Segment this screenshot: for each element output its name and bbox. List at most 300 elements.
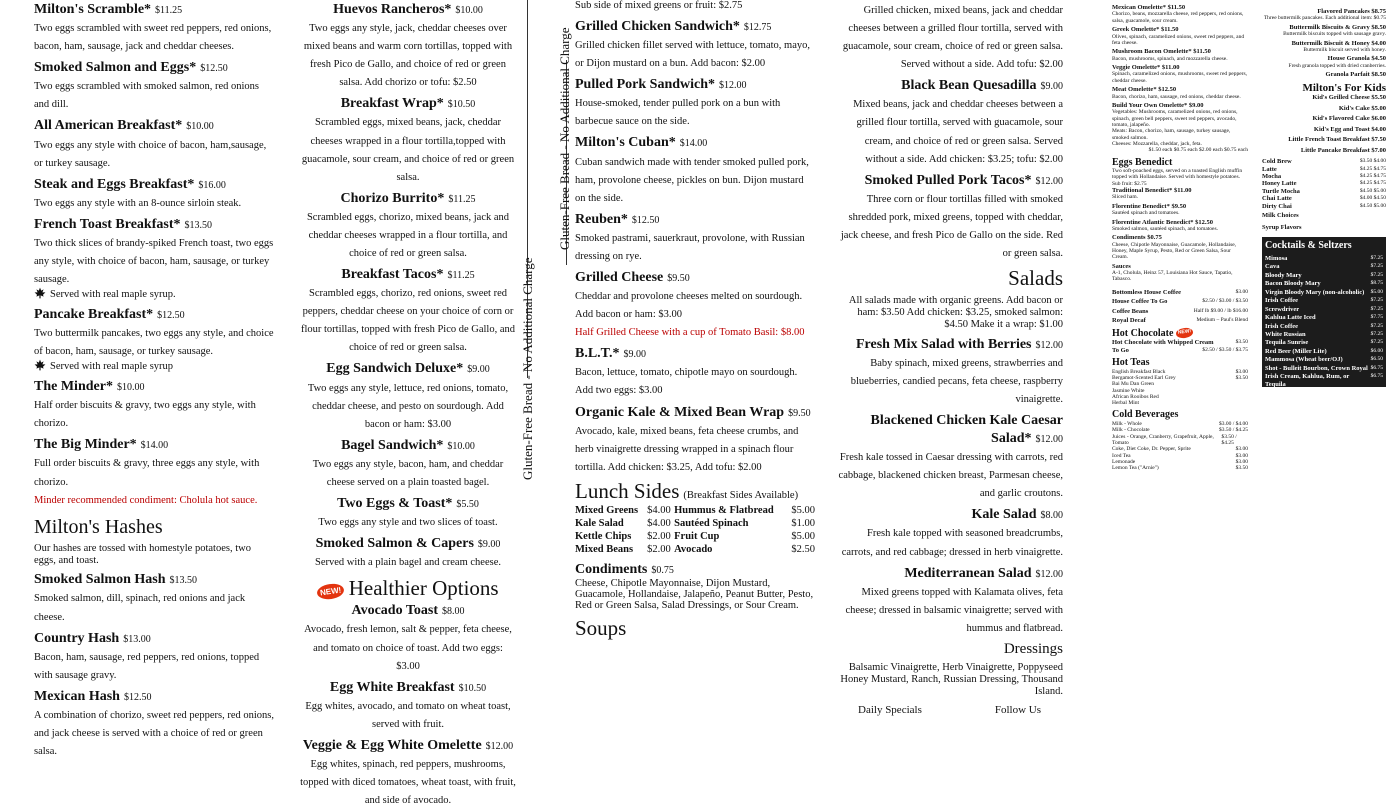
maple-leaf-icon (34, 287, 46, 299)
lunch-sides-sub: (Breakfast Sides Available) (683, 489, 799, 501)
benedict-title: Eggs Benedict (1112, 156, 1173, 168)
kids-item: Little French Toast Breakfast $7.50 (1288, 136, 1386, 144)
cocktail-price: $6.75 (1370, 364, 1383, 371)
tea-name: Bergamot-Scented Earl Grey (1112, 374, 1176, 381)
menu-item (575, 75, 815, 129)
item-name: Blackened Chicken Kale Caesar Salad* (870, 412, 1063, 447)
coffee-row (1262, 203, 1386, 210)
sides-row (575, 517, 815, 530)
side-price: $5.00 (791, 530, 815, 542)
cold-price: $3.50 / $4.25 (1218, 427, 1248, 434)
item-name: Egg White Breakfast (329, 679, 455, 695)
item-price: $12.00 (719, 80, 747, 92)
small-item-name: Buttermilk Biscuit & Honey $4.00 (1291, 39, 1386, 47)
menu-item (34, 175, 274, 211)
side-price: $2.50 (791, 543, 815, 555)
item-price: $9.00 (1040, 81, 1063, 93)
item-desc: Mixed greens topped with Kalamata olives, feta cheese; dressed in balsamic vinaigrette; served with hummus and flatbread. (845, 586, 1063, 634)
hashes-title: Milton's Hashes (34, 515, 163, 538)
drink-price: $3.00 (1235, 288, 1248, 295)
small-item-name: Buttermilk Biscuits & Gravy $8.50 (1289, 23, 1386, 31)
item-name: Egg Sandwich Deluxe* (326, 361, 464, 377)
item-price: $12.75 (743, 22, 772, 33)
cond-title-2: Condiments $0.75 (1112, 234, 1162, 242)
small-item-desc: Bacon, mushrooms, spinach, and mozzarella cheese. (1112, 55, 1228, 62)
item-desc: Two eggs any style, lettuce, red onions, tomato, cheddar cheese, and pesto on sourdough. Add bacon or ham: $3.00 (307, 382, 509, 430)
small-item-name: Greek Omelette* $11.50 (1112, 26, 1179, 34)
item-name: Milton's Scramble* (34, 2, 152, 17)
byo-prices (1112, 147, 1248, 153)
small-item (1112, 203, 1248, 217)
cold-row (1112, 434, 1248, 447)
cocktail-price: $7.25 (1370, 263, 1383, 270)
side-price: $2.00 (647, 530, 671, 542)
small-item-name: Florentine Benedict* $9.50 (1112, 202, 1187, 210)
small-item-name: Mexican Omelette* $11.50 (1112, 4, 1186, 11)
small-item (1112, 48, 1248, 62)
benedict-intro: Two soft-poached eggs, served on a toasted English muffin topped with Hollandaise. Served with homestyle potatoes. Sub fruit: $2.75 (1112, 168, 1243, 187)
small-item-desc: Chorizo, beans, mozzarella cheese, red peppers, red onions, salsa, guacamole, sour cream. (1112, 11, 1244, 24)
item-desc: Full order biscuits & gravy, three eggs any style, with chorizo. (34, 458, 260, 488)
byo-price: $0.75 each (1224, 147, 1248, 154)
item-name: Bagel Sandwich* (341, 437, 444, 453)
item-name: Mediterranean Salad (904, 565, 1032, 581)
choc-name: To Go (1112, 346, 1129, 354)
menu-item (34, 305, 274, 373)
condiments-price: $0.75 (651, 564, 674, 576)
item-price: $11.25 (447, 270, 475, 282)
cocktail-row (1265, 280, 1383, 287)
item-name: Mexican Hash (34, 688, 120, 704)
item-price: $11.25 (448, 193, 476, 205)
item-name: Grilled Chicken Sandwich* (575, 19, 740, 34)
quesadilla-list (836, 0, 1063, 261)
small-item-desc: Fresh granola topped with dried cranberries. (1288, 62, 1386, 69)
byo-price: $1.50 each (1148, 147, 1174, 154)
menu-item (34, 570, 274, 624)
item-desc: Three corn or flour tortillas filled with smoked shredded pork, mixed greens, topped with cheddar, jack cheese, and fresh Pico de Gallo on the side. Red or green salsa. (840, 193, 1063, 260)
coffee-name: Mocha (1262, 172, 1282, 180)
item-price: $12.50 (200, 63, 228, 75)
menu-item (300, 678, 516, 732)
item-name: Smoked Salmon and Eggs* (34, 60, 197, 76)
cocktail-row (1265, 365, 1383, 372)
item-desc: Scrambled eggs, chorizo, mixed beans, jack and cheddar cheeses wrapped in a flour tortilla, and choice of red or green salsa. (306, 211, 510, 260)
coffee-name: Chai Latte (1262, 195, 1292, 203)
drink-row (1112, 298, 1248, 305)
cocktail-price: $6.00 (1370, 347, 1383, 354)
cold-price: $3.00 (1235, 458, 1248, 465)
menu-item (836, 564, 1063, 636)
item-name: Country Hash (34, 630, 120, 646)
cocktail-row (1265, 339, 1383, 346)
cocktail-price: $7.25 (1370, 271, 1383, 278)
tea-name: African Rooibos Red (1112, 393, 1159, 400)
item-name: Black Bean Quesadilla (901, 78, 1037, 94)
item-price: $9.00 (467, 364, 490, 376)
item-name: Smoked Salmon & Capers (315, 536, 474, 552)
menu-item (836, 0, 1063, 72)
item-price: $12.00 (1035, 175, 1063, 187)
cold-name: Lemon Tea ("Arnie") (1112, 465, 1159, 472)
sauces-desc: A-1, Cholula, Heinz 57, Louisiana Hot Sauce, Tapatio, Tabasco. (1112, 270, 1233, 283)
item-name: Veggie & Egg White Omelette (302, 737, 482, 753)
menu-item (34, 377, 274, 431)
side-price: $4.00 (647, 517, 671, 529)
item-name: Fresh Mix Salad with Berries (855, 336, 1032, 352)
item-price: $10.50 (447, 99, 476, 111)
cocktails-list (1265, 255, 1383, 389)
small-item-name: Mushroom Bacon Omelette* $11.50 (1112, 48, 1211, 56)
item-price: $13.00 (123, 633, 151, 645)
drink-price: $2.50 / $3.00 / $3.50 (1202, 298, 1248, 305)
item-price: $12.50 (157, 310, 185, 322)
drink-name: Coffee Beans (1112, 307, 1149, 315)
sauces-title: Sauces (1112, 262, 1131, 270)
item-desc: A combination of chorizo, sweet red peppers, red onions, and jack cheese is served with a choice of red or green salsa. (34, 709, 274, 758)
menu-item (34, 58, 274, 112)
cocktail-row (1265, 356, 1383, 363)
coffee-name: Dirty Chai (1262, 202, 1292, 210)
menu-item (34, 687, 274, 759)
item-note (34, 359, 274, 373)
small-item (1262, 8, 1386, 22)
item-name: Milton's Cuban* (575, 135, 676, 151)
lunch-sides-title: Lunch Sides (575, 478, 680, 503)
milk-title: Milk Choices (1262, 212, 1299, 220)
cocktail-price: $7.25 (1370, 322, 1383, 329)
cold-price: $3.50 (1235, 465, 1248, 472)
cocktail-name: White Russian (1265, 330, 1306, 338)
item-price: $12.00 (485, 740, 514, 752)
item-price: $11.25 (155, 5, 183, 16)
new-badge-icon: NEW! (316, 582, 345, 601)
item-desc: Grilled chicken fillet served with lettuce, tomato, mayo, or Dijon mustard on a bun. Add bacon: $2.00 (575, 40, 811, 70)
tea-name: English Breakfast Black (1112, 368, 1166, 375)
column-omelettes (1112, 0, 1248, 500)
small-item-desc: Spinach, caramelized onions, mushrooms, sweet red peppers, cheddar cheese. (1112, 71, 1248, 84)
item-price: $14.00 (140, 440, 169, 452)
item-note-text: Served with real maple syrup (50, 361, 174, 373)
tea-name: Jasmine White (1112, 387, 1145, 394)
item-price: $8.00 (441, 606, 465, 618)
cocktail-price: $7.25 (1370, 297, 1383, 304)
small-item (1112, 64, 1248, 84)
cocktail-name: Red Beer (Miller Lite) (1265, 347, 1327, 355)
cocktail-name: Irish Coffee (1265, 322, 1299, 330)
sides-table (575, 504, 815, 556)
cocktail-name: Shot - Bulleit Bourbon, Crown Royal (1265, 364, 1368, 372)
coffee-name: Turtle Mocha (1262, 187, 1300, 195)
menu-item (300, 736, 516, 808)
teas-list (1112, 369, 1176, 407)
small-item (1262, 24, 1386, 38)
item-desc: Fresh kale topped with seasoned breadcrumbs, carrots, and red cabbage; dressed in herb vinaigrette. (841, 528, 1063, 558)
cocktail-name: Irish Cream, Kahlua, Rum, or Tequila (1265, 373, 1350, 388)
cocktail-row (1265, 331, 1383, 338)
item-desc: Two eggs any style and two slices of toast. (318, 517, 498, 529)
item-desc: Two eggs scrambled with sweet red peppers, red onions, bacon, ham, sausage, jack and cheddar cheeses. (34, 23, 272, 53)
tea-name: Bai Mu Dan Green (1112, 381, 1155, 388)
side-name: Hummus & Flatbread (674, 504, 774, 516)
sides-row (575, 530, 815, 543)
coffee-drinks-list (1262, 158, 1386, 210)
menu-item (836, 76, 1063, 166)
small-item-desc: Sliced ham. (1112, 194, 1138, 201)
cold-row (1112, 465, 1248, 471)
small-item-name: Veggie Omelette* $11.00 (1112, 63, 1180, 71)
cocktail-price: $7.25 (1370, 330, 1383, 337)
menu-item (836, 411, 1063, 501)
item-price: $16.00 (198, 179, 226, 191)
item-desc: Fresh kale tossed in Caesar dressing with carrots, red cabbage, blackened chicken breast, Parmesan cheese, and garlic croutons. (838, 452, 1063, 500)
hot-teas-title: Hot Teas (1112, 357, 1150, 369)
drink-name: Bottomless House Coffee (1112, 288, 1181, 296)
cocktail-price: $7.25 (1370, 305, 1383, 312)
drink-price: Medium – Paul's Blend (1196, 317, 1248, 324)
column-pancakes-kids (1262, 0, 1386, 500)
hot-chocolate-list (1112, 339, 1248, 354)
cocktail-row (1265, 263, 1383, 270)
cocktail-row (1265, 314, 1383, 321)
sandwich-list (575, 17, 815, 475)
cocktail-row (1265, 373, 1383, 388)
new-badge-icon: NEW! (1175, 327, 1194, 339)
cold-list (1112, 421, 1248, 472)
cocktail-row (1265, 297, 1383, 304)
menu-item (575, 344, 815, 398)
coffee-prices: $4.25 $4.75 (1359, 165, 1386, 172)
item-name: Smoked Salmon Hash (34, 572, 166, 588)
condiments-header (575, 560, 815, 578)
coffee-name: Cold Brew (1262, 158, 1292, 166)
item-price: $12.00 (1035, 339, 1063, 351)
item-desc: Cheddar and provolone cheeses melted on sourdough. Add bacon or ham: $3.00 (575, 291, 803, 321)
cocktail-price: $7.25 (1370, 339, 1383, 346)
cocktail-row (1265, 255, 1383, 262)
item-desc: Served with a plain bagel and cream cheese. (314, 557, 501, 569)
small-item-desc: Buttermilk biscuit served with honey. (1303, 47, 1386, 54)
drink-row (1112, 317, 1248, 324)
coffee-row (1262, 158, 1386, 165)
item-desc: Scrambled eggs, mixed beans, jack, cheddar cheeses wrapped in a flour tortilla,topped with guacamole, sour cream, and choice of red or green salsa. (301, 117, 515, 183)
kids-item: Kid's Flavored Cake $6.00 (1312, 115, 1386, 123)
item-name: Grilled Cheese (575, 270, 664, 286)
sides-row (575, 504, 815, 517)
cold-price: $3.00 (1235, 446, 1248, 453)
item-name: B.L.T.* (575, 346, 620, 362)
item-price: $13.50 (184, 219, 212, 231)
item-desc: Smoked salmon, dill, spinach, red onions and jack cheese. (34, 593, 246, 623)
item-extra: Minder recommended condiment: Cholula hot sauce. (34, 494, 258, 506)
item-name: Organic Kale & Mixed Bean Wrap (575, 404, 785, 420)
cold-price: $3.00 / $4.00 (1218, 420, 1248, 427)
menu-item (300, 601, 516, 673)
sub-side-note: Sub side of mixed greens or fruit: $2.75 (575, 0, 743, 11)
menu-item (34, 0, 274, 54)
menu-item (575, 268, 815, 340)
drink-name: Royal Decaf (1112, 317, 1146, 325)
item-extra: Half Grilled Cheese with a cup of Tomato Basil: $8.00 (575, 327, 805, 339)
item-name: Two Eggs & Toast* (337, 496, 453, 512)
cocktail-row (1265, 348, 1383, 355)
small-item (1262, 55, 1386, 69)
small-item (1262, 71, 1386, 78)
lunch-sides-header (575, 479, 815, 504)
coffee-prices: $4.25 $4.75 (1359, 172, 1386, 179)
cocktail-name: Mimosa (1265, 254, 1288, 262)
coffee-prices: $4.25 $4.75 (1359, 180, 1386, 187)
cocktail-row (1265, 306, 1383, 313)
small-item-name: Granola Parfait $8.50 (1325, 71, 1386, 79)
small-item-desc: Sautéed spinach and tomatoes. (1112, 210, 1180, 217)
condiments-desc: Cheese, Chipotle Mayonnaise, Dijon Mustard, Guacamole, Hollandaise, Jalapeño, Peanut Butter, Pesto, Red or Green Salsa, Salad Dressings, or Sour Cream. (575, 577, 814, 611)
small-item-name: House Granola $4.50 (1327, 55, 1386, 63)
menu-item (300, 436, 516, 490)
cond-desc-2: Cheese, Chipotle Mayonnaise, Guacamole, Hollandaise, Honey, Maple Syrup, Pesto, Red or Green Salsa, Sour Cream. (1112, 241, 1237, 261)
side-name: Avocado (674, 543, 713, 555)
small-item-desc: Smoked salmon, sautéed spinach, and tomatoes. (1112, 225, 1219, 232)
hashes-intro: Our hashes are tossed with homestyle potatoes, two eggs, and toast. (34, 542, 251, 566)
item-desc: Two eggs any style with an 8-ounce sirloin steak. (34, 197, 242, 209)
coffee-prices: $3.50 $4.00 (1359, 158, 1386, 165)
item-price: $12.50 (123, 691, 152, 703)
item-price: $10.50 (458, 682, 487, 694)
small-item (1112, 86, 1248, 100)
small-item-desc: Buttermilk biscuits topped with sausage gravy. (1283, 31, 1386, 38)
column-breakfast-2 (300, 0, 516, 807)
item-name: Reuben* (575, 211, 628, 227)
dressings-title: Dressings (1003, 640, 1063, 657)
small-item (1262, 40, 1386, 54)
gluten-free-note-1: Gluten-Free Bread - No Additional Charge (520, 257, 535, 480)
coffee-prices: $4.50 $5.00 (1359, 202, 1386, 209)
item-desc: Two eggs any style, jack, cheddar cheeses over mixed beans and warm corn tortillas, topped with fresh Pico de Gallo, and choice of red or green salsa. Add chorizo or tofu: $2.50 (303, 23, 513, 89)
menu-item (575, 133, 815, 205)
item-name: The Big Minder* (34, 437, 137, 453)
item-desc: Half order biscuits & gravy, two eggs any style, with chorizo. (34, 400, 256, 430)
menu-item (300, 534, 516, 570)
item-price: $9.50 (788, 407, 811, 419)
small-item-desc: Olives, spinach, caramelized onions, sweet red peppers, and feta cheese. (1112, 33, 1245, 46)
byo-price: $0.75 each (1173, 147, 1199, 154)
salads-list (836, 335, 1063, 636)
side-name: Sautéed Spinach (674, 517, 749, 529)
item-desc: Avocado, fresh lemon, salt & pepper, feta cheese, and tomato on choice of toast. Add two eggs: $3.00 (304, 624, 512, 672)
cold-price: $3.00 (1235, 452, 1248, 459)
soups-title: Soups (575, 615, 627, 640)
item-desc: Bacon, ham, sausage, red peppers, red onions, topped with sausage gravy. (34, 651, 260, 681)
item-desc: Baby spinach, mixed greens, strawberries and blueberries, candied pecans, feta cheese, raspberry vinaigrette. (850, 357, 1063, 405)
cocktail-price: $6.75 (1370, 373, 1383, 380)
side-name: Mixed Greens (575, 504, 639, 516)
teas-prices (1236, 369, 1248, 407)
cocktail-name: Bloody Mary (1265, 271, 1302, 279)
cocktail-row (1265, 289, 1383, 296)
cold-name: Lemonade (1112, 458, 1136, 465)
side-price: $5.00 (791, 504, 815, 516)
cocktail-price: $6.50 (1370, 356, 1383, 363)
item-price: $10.00 (186, 121, 214, 133)
byo-title: Build Your Own Omelette* $9.00 (1112, 101, 1204, 109)
column-breakfast (34, 0, 274, 758)
menu-item (300, 494, 516, 530)
cocktail-name: Mammosa (Wheat beer/OJ) (1265, 356, 1343, 364)
omelette-list (1112, 4, 1248, 100)
small-item-name: Traditional Benedict* $11.00 (1112, 186, 1192, 194)
cocktail-name: Screwdriver (1265, 305, 1300, 313)
menu-item (300, 189, 516, 261)
cold-name: Juices - Orange, Cranberry, Grapefruit, Apple, Tomato (1112, 433, 1214, 446)
item-price: $13.50 (169, 575, 197, 587)
menu-item (34, 116, 274, 170)
item-desc: Egg whites, avocado, and tomato on wheat toast, served with fruit. (305, 700, 511, 730)
byo-price: $2.00 each (1198, 147, 1225, 154)
small-item (1112, 187, 1248, 201)
syrup-title: Syrup Flavors (1262, 223, 1302, 231)
item-price: $10.00 (116, 382, 145, 394)
item-desc: Cuban sandwich made with tender smoked pulled pork, ham, provolone cheese, pickles on bun. Dijon mustard on the side. (575, 156, 809, 204)
small-item-name: Flavored Pancakes $8.75 (1317, 8, 1386, 15)
small-item (1112, 4, 1248, 24)
item-price: $12.00 (1035, 568, 1063, 580)
item-desc: Mixed beans, jack and cheddar cheeses between a grilled flour tortilla, served with guacamole, sour cream, and choice of red or green salsa. Served without a side. Add chicken: $3.25; tofu: $2.00 (853, 99, 1063, 165)
drink-price: Half lb $9.00 / lb $16.00 (1193, 307, 1248, 314)
item-name: Steak and Eggs Breakfast* (34, 176, 195, 192)
item-name: Breakfast Tacos* (341, 267, 444, 283)
item-price: $10.00 (447, 440, 475, 452)
salads-title: Salads (1008, 266, 1063, 291)
item-desc: Two eggs any style with choice of bacon, ham,sausage, or turkey sausage. (34, 139, 267, 169)
healthier-list (300, 601, 516, 808)
small-item-name: Meat Omelette* $12.50 (1112, 86, 1177, 94)
byo-meats: Meats: Bacon, chorizo, ham, sausage, turkey sausage, smoked salmon. (1112, 128, 1231, 141)
kids-list (1262, 94, 1386, 154)
coffee-row (1262, 195, 1386, 202)
item-name: Smoked Pulled Pork Tacos* (864, 172, 1032, 188)
cocktail-name: Virgin Bloody Mary (non-alcoholic) (1265, 288, 1365, 296)
daily-specials-link[interactable]: Daily Specials (858, 703, 922, 716)
follow-us-link[interactable]: Follow Us (994, 703, 1041, 716)
hot-chocolate-title: Hot Chocolate NEW! (1112, 328, 1248, 340)
cold-name: Iced Tea (1112, 452, 1131, 459)
hashes-list (34, 570, 274, 759)
item-desc: Two eggs scrambled with smoked salmon, red onions and dill. (34, 81, 259, 111)
item-price: $8.00 (1040, 510, 1063, 522)
choc-row (1112, 339, 1248, 346)
item-desc: Avocado, kale, mixed beans, feta cheese crumbs, and herb vinaigrette dressing wrapped in a spinach flour tortilla. Add chicken: $3.25, Add tofu: $2.00 (575, 425, 799, 473)
byo-veg: Vegetables: Mushrooms, caramelized onions, red onions, spinach, green bell peppers, sweet red peppers, avocado, tomato, jalapeño. (1112, 109, 1238, 128)
menu-item (836, 335, 1063, 407)
kids-item: Kid's Cake $5.00 (1338, 104, 1386, 112)
item-name: The Minder* (34, 379, 113, 395)
small-item-desc: Bacon, chorizo, ham, sausage, red onions, cheddar cheese. (1112, 93, 1241, 100)
dressings-desc: Balsamic Vinaigrette, Herb Vinaigrette, Poppyseed Honey Mustard, Ranch, Russian Dressing, Thousand Island. (840, 661, 1063, 697)
cocktail-price: $7.75 (1370, 314, 1383, 321)
item-desc: Two buttermilk pancakes, two eggs any style, and choice of bacon, ham, sausage, or turkey sausage. (34, 328, 274, 358)
cocktail-price: $7.25 (1370, 254, 1383, 261)
menu-item (575, 210, 815, 264)
choc-price: $2.50 / $3.50 / $3.75 (1202, 346, 1248, 353)
breakfast-list (34, 0, 274, 508)
item-name: Avocado Toast (351, 603, 438, 619)
item-price: $10.00 (455, 5, 483, 16)
hot-teas (1112, 369, 1248, 407)
cocktail-row (1265, 323, 1383, 330)
cold-price: $3.50 / $4.25 (1221, 433, 1237, 446)
healthier-title: Healthier Options (348, 576, 499, 601)
side-name: Kale Salad (575, 517, 624, 529)
